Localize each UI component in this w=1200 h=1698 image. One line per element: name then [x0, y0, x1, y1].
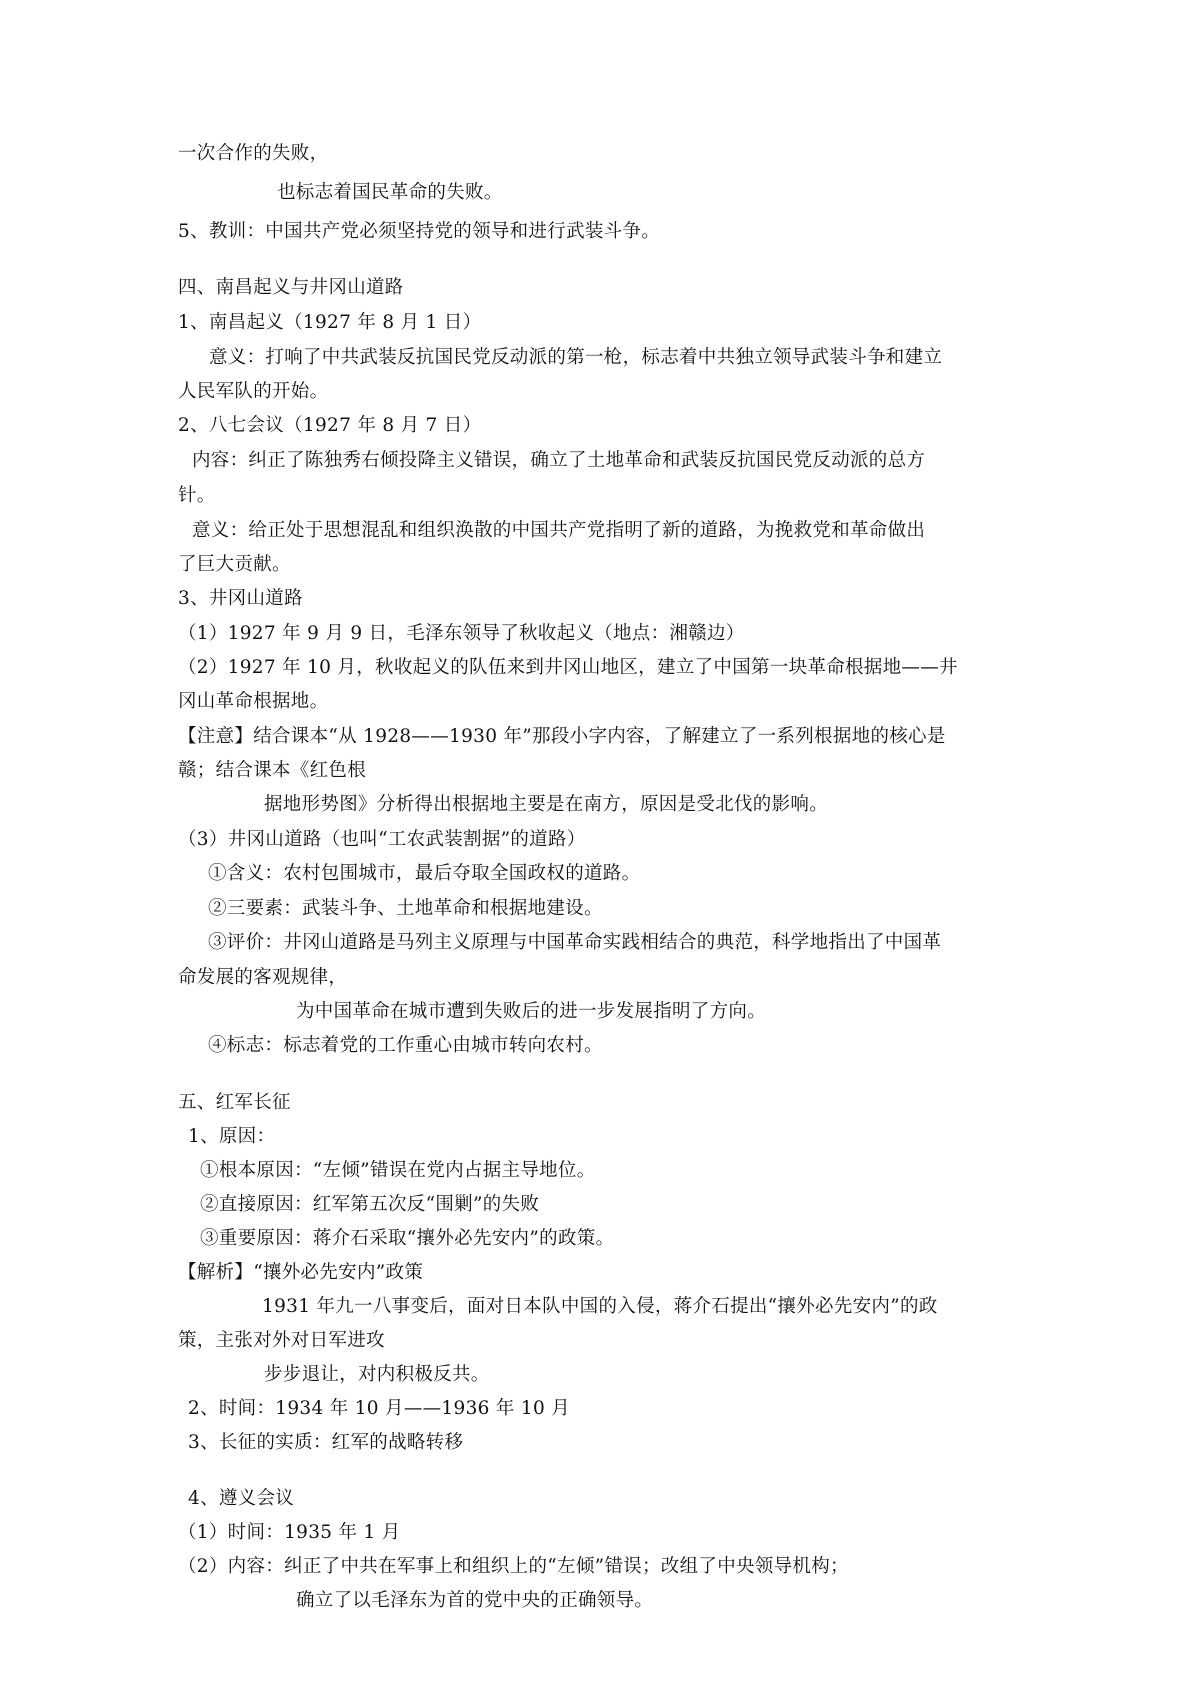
- section-heading: 四、南昌起义与井冈山道路: [178, 277, 404, 298]
- text-line: 为中国革命在城市遭到失败后的进一步发展指明了方向。: [296, 1001, 767, 1022]
- text-line: 5、教训：中国共产党必须坚持党的领导和进行武装斗争。: [178, 221, 661, 242]
- section-heading: 五、红军长征: [178, 1092, 291, 1113]
- text-line: 命发展的客观规律，: [178, 967, 348, 988]
- note-line: 【解析】“攘外必先安内”政策: [178, 1262, 424, 1283]
- text-line: 冈山革命根据地。: [178, 691, 329, 712]
- list-item: ②直接原因：红军第五次反“围剿”的失败: [200, 1194, 540, 1215]
- subsection-heading: 1、原因：: [188, 1126, 276, 1147]
- text-line: （2）1927 年 10 月，秋收起义的队伍来到井冈山地区，建立了中国第一块革命根据地——井: [178, 657, 958, 678]
- text-line: （2）内容：纠正了中共在军事上和组织上的“左倾”错误；改组了中央领导机构；: [178, 1556, 849, 1577]
- text-line: 了巨大贡献。: [178, 554, 291, 575]
- list-item: ③重要原因：蒋介石采取“攘外必先安内”的政策。: [200, 1228, 615, 1249]
- text-line: 意义：打响了中共武装反抗国民党反动派的第一枪，标志着中共独立领导武装斗争和建立: [209, 347, 943, 368]
- subsection-heading: 2、八七会议（1927 年 8 月 7 日）: [178, 415, 482, 436]
- subsection-heading: 2、时间：1934 年 10 月——1936 年 10 月: [188, 1398, 570, 1419]
- list-item: ②三要素：武装斗争、土地革命和根据地建设。: [208, 898, 603, 919]
- subsection-heading: 3、长征的实质：红军的战略转移: [188, 1432, 464, 1453]
- subsection-heading: 1、南昌起义（1927 年 8 月 1 日）: [178, 312, 482, 333]
- text-line: （3）井冈山道路（也叫“工农武装割据”的道路）: [178, 829, 586, 850]
- subsection-heading: 3、井冈山道路: [178, 588, 303, 609]
- text-line: 一次合作的失败，: [178, 143, 329, 164]
- text-line: 1931 年九一八事变后，面对日本队中国的入侵，蒋介石提出“攘外必先安内”的政: [262, 1296, 938, 1317]
- list-item: ④标志：标志着党的工作重心由城市转向农村。: [208, 1035, 603, 1056]
- text-line: （1）1927 年 9 月 9 日，毛泽东领导了秋收起义（地点：湘赣边）: [178, 623, 745, 644]
- text-line: 也标志着国民革命的失败。: [277, 182, 503, 203]
- list-item: ①根本原因：“左倾”错误在党内占据主导地位。: [200, 1160, 596, 1181]
- text-line: 人民军队的开始。: [178, 381, 329, 402]
- note-line: 据地形势图》分析得出根据地主要是在南方，原因是受北伐的影响。: [264, 794, 829, 815]
- text-line: 意义：给正处于思想混乱和组织涣散的中国共产党指明了新的道路，为挽救党和革命做出: [192, 520, 926, 541]
- subsection-heading: 4、遵义会议: [188, 1488, 295, 1509]
- text-line: 确立了以毛泽东为首的党中央的正确领导。: [296, 1590, 654, 1611]
- list-item: ①含义：农村包围城市，最后夺取全国政权的道路。: [208, 863, 641, 884]
- note-line: 【注意】结合课本“从 1928——1930 年”那段小字内容，了解建立了一系列根据地的核心是: [178, 726, 946, 747]
- text-line: 步步退让，对内积极反共。: [264, 1364, 490, 1385]
- list-item: ③评价：井冈山道路是马列主义原理与中国革命实践相结合的典范，科学地指出了中国革: [208, 932, 942, 953]
- text-line: 内容：纠正了陈独秀右倾投降主义错误，确立了土地革命和武装反抗国民党反动派的总方: [192, 450, 926, 471]
- text-line: 策，主张对外对日军进攻: [178, 1330, 385, 1351]
- text-line: 针。: [178, 485, 216, 506]
- text-line: （1）时间：1935 年 1 月: [178, 1522, 401, 1543]
- note-line: 赣；结合课本《红色根: [178, 760, 367, 781]
